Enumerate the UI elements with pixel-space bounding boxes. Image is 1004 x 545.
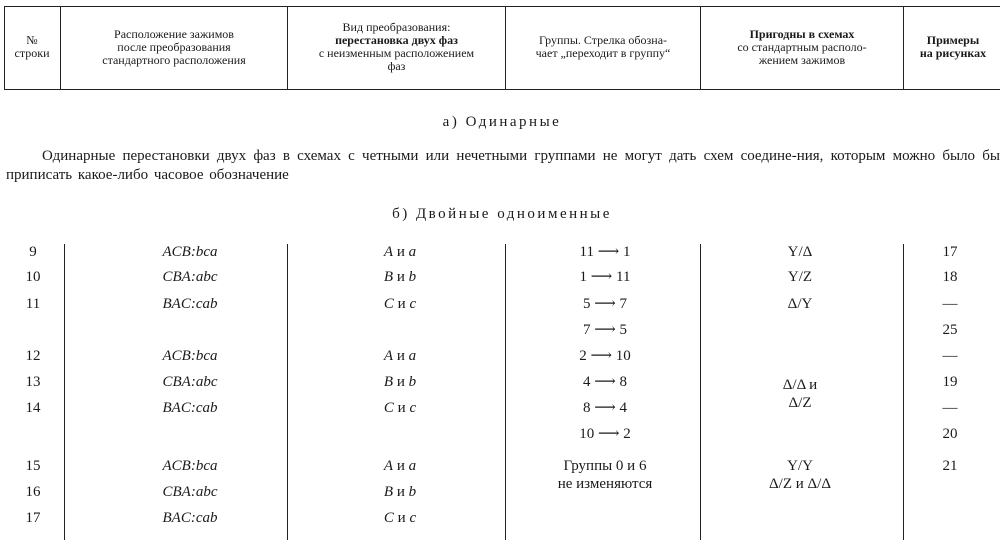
phase-lower: b (408, 374, 417, 390)
row-suitable (700, 319, 900, 341)
row-number: 13 (25, 374, 41, 390)
row-phase-pair (300, 371, 500, 393)
row-group-transition: 11 ⟶ 1 (579, 244, 631, 260)
row-terminals: BAC:cab (162, 510, 218, 526)
row-number: 9 (29, 244, 37, 260)
row-group-transition: 2 ⟶ 10 (579, 348, 631, 364)
phase-upper: B (383, 374, 394, 390)
row-group-transition: 10 ⟶ 2 (579, 426, 631, 442)
row-number: 10 (25, 269, 41, 285)
body-divider (505, 244, 506, 540)
row-phase-pair (300, 507, 500, 529)
row-terminals: BAC:cab (162, 400, 218, 416)
phase-upper: C (383, 296, 394, 312)
row-number: 12 (25, 348, 41, 364)
phase-conjunction: и (396, 244, 405, 260)
row-suitable: Y/Z (787, 269, 813, 285)
phase-upper: A (383, 348, 394, 364)
header-col-examples: Примеры на рисунках (919, 33, 987, 60)
body-divider (287, 244, 288, 540)
row-figure: — (942, 296, 958, 312)
row-group-transition: 4 ⟶ 8 (582, 374, 627, 390)
row-figure: 20 (942, 426, 958, 442)
row-group-transition: 1 ⟶ 11 (579, 269, 631, 285)
header-col-suitable: Пригодны в схемах со стандартным располо- жением зажимов (737, 26, 867, 67)
row-number (18, 319, 48, 341)
body-divider (903, 244, 904, 540)
phase-upper: A (383, 458, 394, 474)
row-figure: — (942, 348, 958, 364)
row-terminals: CBA:abc (162, 269, 218, 285)
row-phase-pair (300, 423, 500, 445)
row-number: 17 (25, 510, 41, 526)
row-figure: 18 (942, 269, 958, 285)
row-figure (915, 481, 985, 503)
merged-suitable-15: Y/Y Δ/Z и Δ/Δ (769, 458, 831, 492)
row-figure (915, 507, 985, 529)
row-figure: 25 (942, 322, 958, 338)
phase-conjunction: и (396, 458, 405, 474)
row-terminals: CBA:abc (162, 484, 218, 500)
phase-conjunction: и (396, 269, 405, 285)
row-phase-pair (300, 481, 500, 503)
phase-lower: c (409, 510, 417, 526)
phase-lower: b (408, 484, 417, 500)
phase-upper: B (383, 484, 394, 500)
row-group-transition (510, 507, 700, 529)
row-terminals: ACB:bca (162, 458, 218, 474)
row-terminals: BAC:cab (162, 296, 218, 312)
row-phase-pair (300, 241, 500, 263)
row-phase-pair (300, 266, 500, 288)
header-col-num: № строки (14, 33, 50, 60)
phase-upper: B (383, 269, 394, 285)
row-phase-pair (300, 319, 500, 341)
phase-lower: a (408, 458, 417, 474)
section-a-text: Одинарные перестановки двух фаз в схемах с четными или нечетными группами не могут дать схем соедине-ния, которым можно было бы приписать какое-либо часовое обозначение (6, 148, 1000, 183)
header-col-transform: Вид преобразования: перестановка двух фаз с неизменным расположением фаз (318, 20, 475, 73)
header-col-groups: Группы. Стрелка обозна- чает „переходит в группу“ (535, 33, 671, 60)
phase-lower: a (408, 244, 417, 260)
phase-upper: C (383, 400, 394, 416)
phase-upper: A (383, 244, 394, 260)
row-terminals (100, 319, 280, 341)
row-figure: — (942, 400, 958, 416)
row-suitable (700, 345, 900, 367)
phase-conjunction: и (396, 484, 405, 500)
section-b-title: б) Двойные одноименные (392, 206, 612, 222)
row-terminals: ACB:bca (162, 244, 218, 260)
row-phase-pair (300, 345, 500, 367)
row-phase-pair (300, 293, 500, 315)
phase-conjunction: и (396, 348, 405, 364)
row-figure: 17 (942, 244, 958, 260)
row-phase-pair (300, 397, 500, 419)
merged-suitable-13: Δ/Δ и Δ/Z (782, 377, 818, 411)
phase-upper: C (383, 510, 394, 526)
row-number: 15 (25, 458, 41, 474)
phase-lower: c (409, 400, 417, 416)
row-number (18, 423, 48, 445)
row-number: 14 (25, 400, 41, 416)
header-col-terminals: Расположение зажимов после преобразования стандартного расположения (102, 26, 246, 67)
row-figure: 19 (942, 374, 958, 390)
row-number: 16 (25, 484, 41, 500)
body-divider (64, 244, 65, 540)
row-suitable: Δ/Y (787, 296, 813, 312)
row-number: 11 (25, 296, 41, 312)
phase-conjunction: и (396, 374, 405, 390)
row-group-transition: 5 ⟶ 7 (582, 296, 627, 312)
phase-conjunction: и (397, 400, 406, 416)
table-header-rule (4, 89, 1000, 90)
phase-lower: a (408, 348, 417, 364)
merged-group-15: Группы 0 и 6 не изменяются (557, 458, 653, 492)
phase-lower: c (409, 296, 417, 312)
row-phase-pair (300, 455, 500, 477)
row-group-transition: 7 ⟶ 5 (582, 322, 627, 338)
row-figure: 21 (942, 458, 958, 474)
phase-conjunction: и (397, 510, 406, 526)
row-suitable (700, 507, 900, 529)
row-group-transition: 8 ⟶ 4 (582, 400, 627, 416)
row-terminals: ACB:bca (162, 348, 218, 364)
phase-lower: b (408, 269, 417, 285)
row-terminals: CBA:abc (162, 374, 218, 390)
section-a-title: а) Одинарные (442, 114, 562, 130)
row-suitable: Y/Δ (787, 244, 813, 260)
row-suitable (700, 423, 900, 445)
phase-conjunction: и (397, 296, 406, 312)
row-terminals (100, 423, 280, 445)
